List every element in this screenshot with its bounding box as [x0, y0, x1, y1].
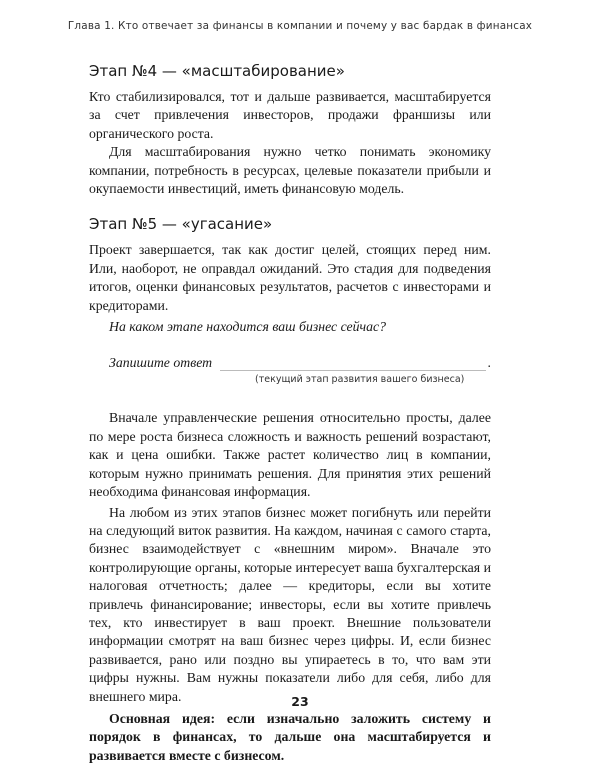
answer-end-mark: . [487, 355, 491, 371]
body-text [89, 409, 491, 765]
running-header: Глава 1. Кто отвечает за финансы в компании и почему у вас бардак в финансах [67, 20, 533, 32]
answer-label: Запишите ответ [109, 355, 213, 371]
body-paragraph-2: На любом из этих этапов бизнес может погибнуть или перейти на следующий виток развития. На каждом, начиная с самого старта, бизнес взаимодействует с «внешним миром». Вначале это контролирующие органы, которые интересует ваша бухгалтерская и налоговая отчетность; далее — кредиторы, если вы хотите привлечь финансирование; инвесторы, если вы хотите привлечь тех, кто инвестирует в ваш проект. Внешние пользователи информации смотрят на ваш бизнес через цифры. И, если бизнес развивается, рано или поздно вы упираетесь в то, что вам эти цифры нужны. Вам нужны показатели либо для себя, либо для внешнего мира. [89, 504, 491, 704]
exercise-question: На каком этапе находится ваш бизнес сейчас? [109, 319, 387, 335]
stage4-paragraph-2: Для масштабирования нужно четко понимать экономику компании, потребность в ресурсах, целевые показатели прибыли и окупаемости инвестиций, иметь финансовую модель. [89, 144, 491, 197]
answer-row [89, 355, 491, 371]
page-number: 23 [291, 694, 309, 709]
stage4-heading: Этап №4 — «масштабирование» [89, 62, 345, 80]
key-idea-paragraph: Основная идея: если изначально заложить систему и порядок в финансах, то дальше она масштабируется и развивается вместе с бизнесом. [89, 710, 491, 763]
answer-line[interactable] [220, 358, 485, 371]
answer-caption: (текущий этап развития вашего бизнеса) [255, 374, 465, 386]
page-content [89, 62, 491, 765]
stage4-paragraph-1: Кто стабилизировался, тот и дальше развивается, масштабируется за счет привлечения инвесторов, продажи франшизы или органического роста. [89, 89, 491, 141]
body-paragraph-1: Вначале управленческие решения относительно просты, далее по мере роста бизнеса сложность и важность решений возрастают, как и цена ошибки. Также растет количество лиц в компании, которым нужно принимать решения. Для принятия этих решений необходима финансовая информация. [89, 410, 491, 500]
stage5-paragraph-1: Проект завершается, так как достиг целей, стоящих перед ним. Или, наоборот, не оправдал ожиданий. Это стадия для подведения итогов, оценки финансовых результатов, расчетов с инвесторами и кредиторами. [89, 242, 491, 313]
stage5-heading: Этап №5 — «угасание» [89, 215, 273, 234]
